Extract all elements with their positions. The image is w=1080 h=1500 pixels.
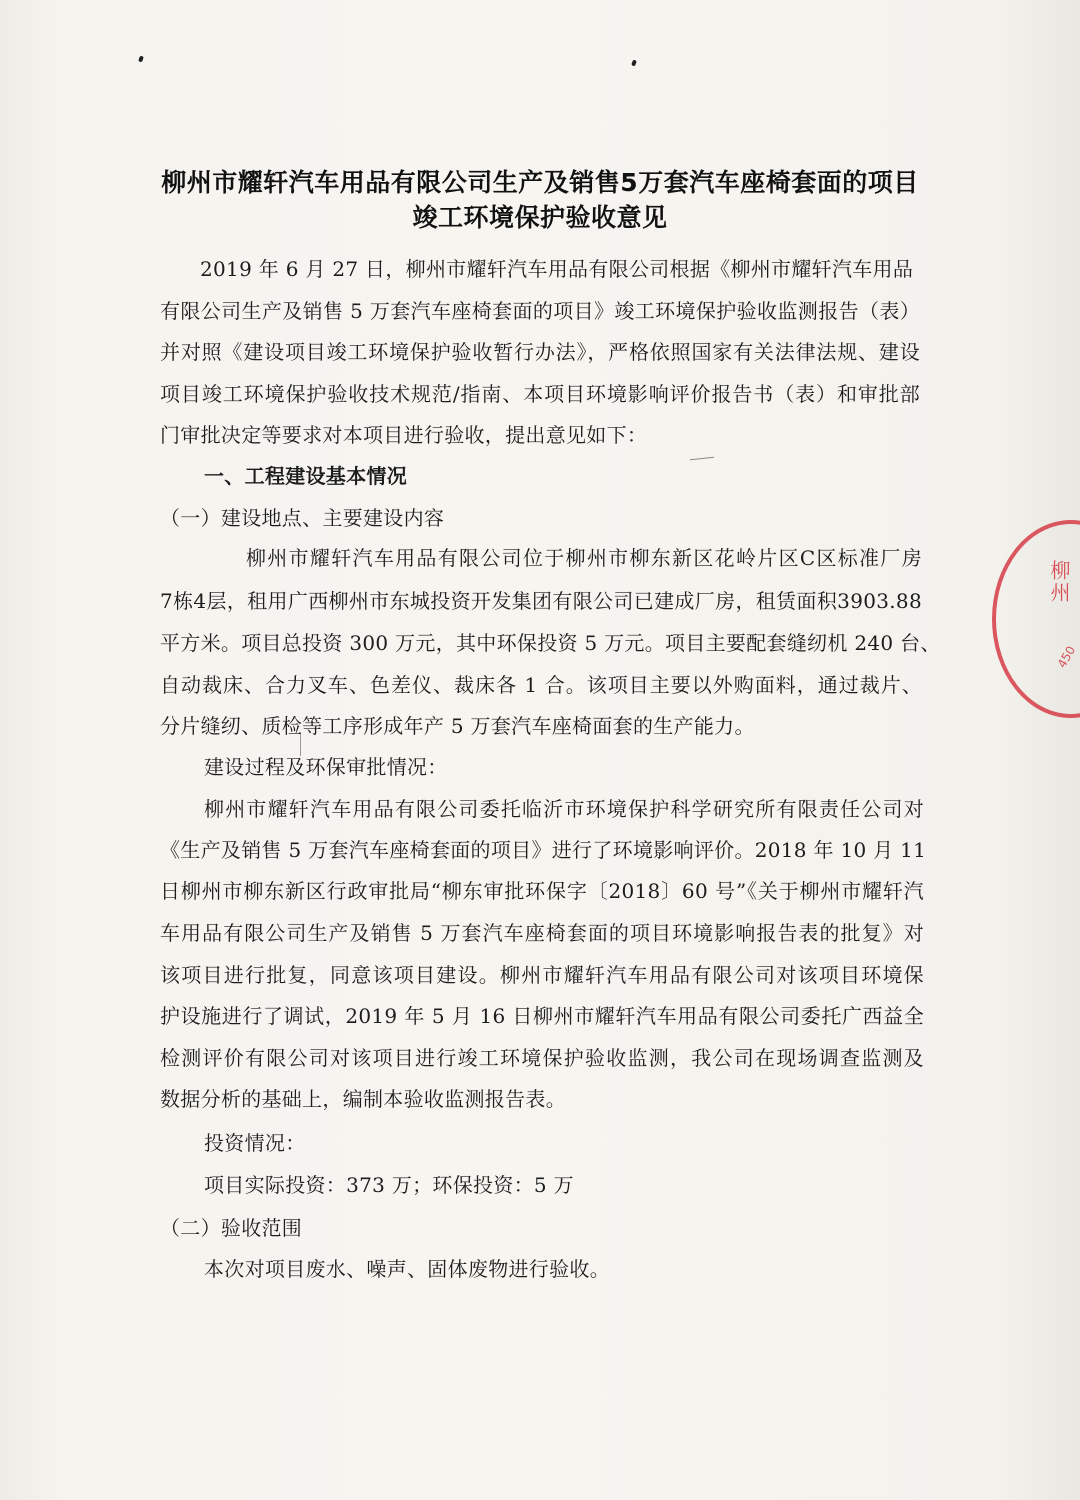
process-line: 数据分析的基础上，编制本验收监测报告表。 — [160, 1087, 566, 1111]
document-title-line-1: 柳州市耀轩汽车用品有限公司生产及销售5万套汽车座椅套面的项目 — [161, 168, 919, 197]
official-seal — [992, 520, 1080, 718]
process-line: 该项目进行批复，同意该项目建设。柳州市耀轩汽车用品有限公司对该项目环境保 — [160, 963, 924, 987]
seal-text: 柳州 — [1047, 560, 1071, 604]
scan-speck — [138, 55, 144, 62]
seal-number: 450 — [1054, 643, 1079, 671]
location-line: 7栋4层，租用广西柳州市东城投资开发集团有限公司已建成厂房，租赁面积3903.88 — [160, 589, 922, 613]
section-heading: 一、工程建设基本情况 — [204, 464, 407, 488]
process-line: 车用品有限公司生产及销售 5 万套汽车座椅套面的项目环境影响报告表的批复》对 — [160, 921, 924, 945]
investment-label: 投资情况： — [204, 1131, 306, 1155]
scan-mark — [690, 457, 714, 461]
intro-line: 项目竣工环境保护验收技术规范/指南、本项目环境影响评价报告书（表）和审批部 — [160, 382, 920, 406]
intro-line: 2019 年 6 月 27 日，柳州市耀轩汽车用品有限公司根据《柳州市耀轩汽车用品 — [200, 257, 914, 281]
location-line: 自动裁床、合力叉车、色差仪、裁床各 1 合。该项目主要以外购面料，通过裁片、 — [160, 673, 922, 697]
document-title-line-2: 竣工环境保护验收意见 — [412, 203, 668, 232]
process-line: 柳州市耀轩汽车用品有限公司委托临沂市环境保护科学研究所有限责任公司对 — [204, 797, 924, 821]
process-line: 日柳州市柳东新区行政审批局“柳东审批环保字〔2018〕60 号”《关于柳州市耀轩汽 — [160, 879, 924, 903]
subsection-heading: （二）验收范围 — [160, 1216, 303, 1240]
intro-line: 有限公司生产及销售 5 万套汽车座椅套面的项目》竣工环境保护验收监测报告（表） — [160, 299, 920, 323]
investment-line: 项目实际投资：373 万；环保投资：5 万 — [204, 1173, 574, 1197]
subsection-heading: （一）建设地点、主要建设内容 — [160, 506, 445, 530]
location-line: 柳州市耀轩汽车用品有限公司位于柳州市柳东新区花岭片区C区标准厂房 — [246, 546, 922, 570]
process-line: 《生产及销售 5 万套汽车座椅套面的项目》进行了环境影响评价。2018 年 10 月 11 — [160, 838, 927, 862]
location-line: 分片缝纫、质检等工序形成年产 5 万套汽车座椅面套的生产能力。 — [160, 714, 755, 738]
scan-speck — [631, 59, 637, 66]
intro-line: 并对照《建设项目竣工环境保护验收暂行办法》，严格依照国家有关法律法规、建设 — [160, 340, 920, 364]
intro-line: 门审批决定等要求对本项目进行验收，提出意见如下： — [160, 423, 648, 447]
scope-line: 本次对项目废水、噪声、固体废物进行验收。 — [204, 1257, 610, 1281]
process-line: 护设施进行了调试，2019 年 5 月 16 日柳州市耀轩汽车用品有限公司委托广西益全 — [160, 1004, 924, 1028]
process-label: 建设过程及环保审批情况： — [204, 755, 448, 779]
process-line: 检测评价有限公司对该项目进行竣工环境保护验收监测，我公司在现场调查监测及 — [160, 1046, 924, 1070]
location-line: 平方米。项目总投资 300 万元，其中环保投资 5 万元。项目主要配套缝纫机 240 台、 — [160, 631, 941, 655]
